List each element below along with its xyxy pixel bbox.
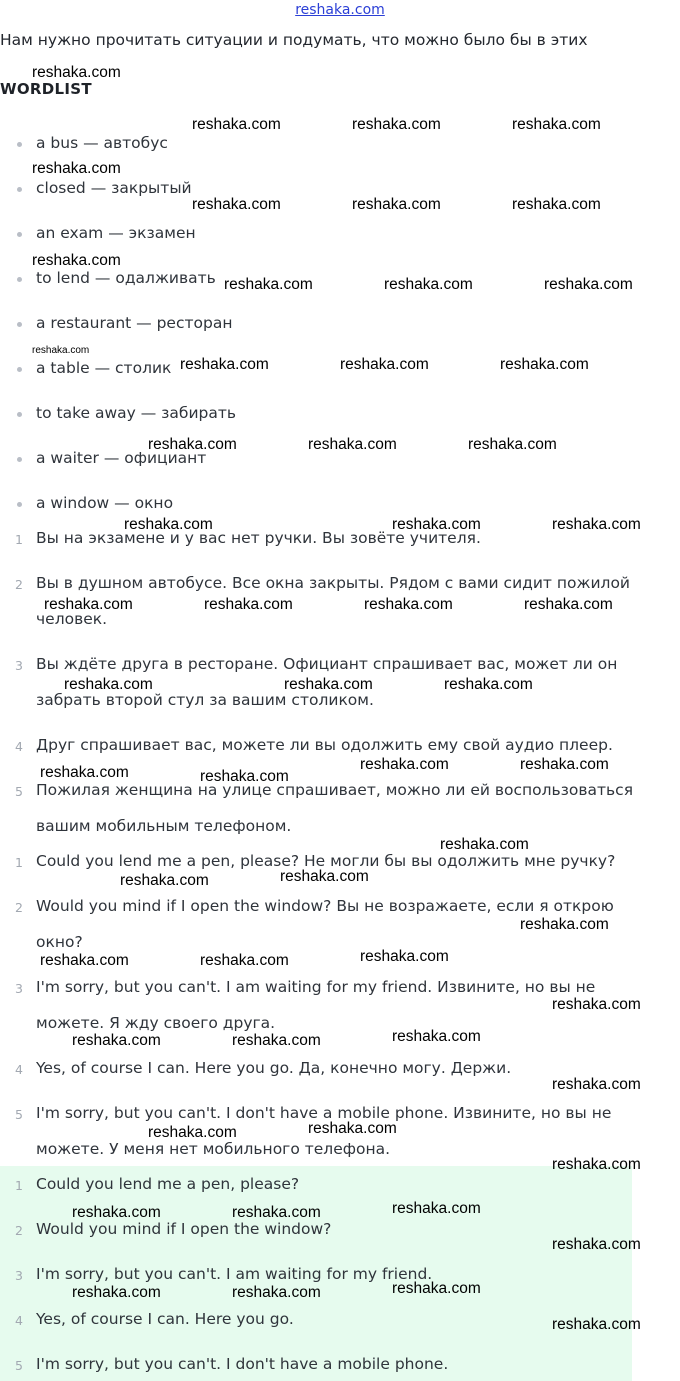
situation-text: Вы на экзамене и у вас нет ручки. Вы зовёте учителя.	[36, 529, 481, 547]
watermark: reshaka.com	[552, 1316, 641, 1333]
wordlist-item: a bus — автобус	[36, 134, 168, 152]
translation-number: 5	[15, 1107, 23, 1122]
answer-number: 3	[15, 1268, 23, 1283]
situation-text: вашим мобильным телефоном.	[36, 817, 292, 835]
answer-text: Would you mind if I open the window?	[36, 1220, 332, 1238]
watermark: reshaka.com	[512, 116, 601, 133]
watermark: reshaka.com	[72, 1204, 161, 1221]
translation-text: Would you mind if I open the window? Вы не возражаете, если я открою	[36, 897, 614, 915]
bullet-icon	[17, 322, 22, 327]
watermark: reshaka.com	[32, 252, 121, 269]
watermark: reshaka.com	[520, 916, 609, 933]
watermark: reshaka.com	[120, 872, 209, 889]
watermark: reshaka.com	[124, 516, 213, 533]
answer-number: 5	[15, 1358, 23, 1373]
watermark: reshaka.com	[524, 596, 613, 613]
watermark: reshaka.com	[544, 276, 633, 293]
watermark: reshaka.com	[232, 1032, 321, 1049]
watermark: reshaka.com	[340, 356, 429, 373]
watermark: reshaka.com	[552, 1076, 641, 1093]
watermark: reshaka.com	[204, 596, 293, 613]
watermark: reshaka.com	[392, 516, 481, 533]
watermark: reshaka.com	[392, 1200, 481, 1217]
translation-text: I'm sorry, but you can't. I don't have a mobile phone. Извините, но вы не	[36, 1104, 612, 1122]
bullet-icon	[17, 232, 22, 237]
watermark: reshaka.com	[552, 1156, 641, 1173]
bullet-icon	[17, 457, 22, 462]
situation-number: 4	[15, 739, 23, 754]
translation-text: Yes, of course I can. Here you go. Да, конечно могу. Держи.	[36, 1059, 512, 1077]
situation-text: Вы в душном автобусе. Все окна закрыты. Рядом с вами сидит пожилой	[36, 574, 631, 592]
watermark: reshaka.com	[552, 996, 641, 1013]
watermark: reshaka.com	[500, 356, 589, 373]
intro-text: Нам нужно прочитать ситуации и подумать, что можно было бы в этих	[0, 31, 588, 49]
watermark: reshaka.com	[552, 1236, 641, 1253]
watermark: reshaka.com	[352, 116, 441, 133]
watermark: reshaka.com	[232, 1284, 321, 1301]
watermark: reshaka.com	[40, 952, 129, 969]
watermark: reshaka.com	[392, 1280, 481, 1297]
answer-text: I'm sorry, but you can't. I am waiting for my friend.	[36, 1265, 433, 1283]
situation-number: 5	[15, 784, 23, 799]
site-link[interactable]: reshaka.com	[295, 2, 385, 18]
watermark: reshaka.com	[32, 64, 121, 81]
watermark: reshaka.com	[64, 676, 153, 693]
translation-number: 1	[15, 855, 23, 870]
wordlist-item: an exam — экзамен	[36, 224, 196, 242]
answer-text: Could you lend me a pen, please?	[36, 1175, 300, 1193]
watermark: reshaka.com	[308, 1120, 397, 1137]
bullet-icon	[17, 412, 22, 417]
translation-text: можете. У меня нет мобильного телефона.	[36, 1140, 391, 1158]
situation-text: Вы ждёте друга в ресторане. Официант спрашивает вас, может ли он	[36, 655, 618, 673]
translation-number: 2	[15, 900, 23, 915]
translation-number: 4	[15, 1062, 23, 1077]
bullet-icon	[17, 187, 22, 192]
watermark: reshaka.com	[440, 836, 529, 853]
watermark: reshaka.com	[72, 1032, 161, 1049]
answer-text: Yes, of course I can. Here you go.	[36, 1310, 294, 1328]
watermark: reshaka.com	[284, 676, 373, 693]
translation-text: можете. Я жду своего друга.	[36, 1014, 276, 1032]
bullet-icon	[17, 367, 22, 372]
translation-text: I'm sorry, but you can't. I am waiting for my friend. Извините, но вы не	[36, 978, 596, 996]
watermark: reshaka.com	[392, 1028, 481, 1045]
situation-text: забрать второй стул за вашим столиком.	[36, 691, 374, 709]
translation-text: Could you lend me a pen, please? Не могли бы вы одолжить мне ручку?	[36, 852, 616, 870]
watermark: reshaka.com	[40, 764, 129, 781]
watermark: reshaka.com	[512, 196, 601, 213]
watermark: reshaka.com	[360, 948, 449, 965]
watermark: reshaka.com	[192, 116, 281, 133]
bullet-icon	[17, 277, 22, 282]
wordlist-heading: WORDLIST	[0, 80, 92, 98]
watermark: reshaka.com	[232, 1204, 321, 1221]
watermark: reshaka.com	[192, 196, 281, 213]
watermark: reshaka.com	[552, 516, 641, 533]
watermark: reshaka.com	[308, 436, 397, 453]
translation-number: 3	[15, 981, 23, 996]
watermark: reshaka.com	[364, 596, 453, 613]
watermark: reshaka.com	[148, 436, 237, 453]
situation-text: Пожилая женщина на улице спрашивает, можно ли ей воспользоваться	[36, 781, 634, 799]
bullet-icon	[17, 502, 22, 507]
watermark: reshaka.com	[180, 356, 269, 373]
watermark: reshaka.com	[444, 676, 533, 693]
watermark: reshaka.com	[200, 952, 289, 969]
situation-number: 2	[15, 577, 23, 592]
watermark: reshaka.com	[360, 756, 449, 773]
watermark: reshaka.com	[44, 596, 133, 613]
watermark: reshaka.com	[384, 276, 473, 293]
wordlist-item: to lend — одалживать	[36, 269, 216, 287]
watermark: reshaka.com	[32, 345, 90, 356]
watermark: reshaka.com	[72, 1284, 161, 1301]
watermark: reshaka.com	[352, 196, 441, 213]
watermark: reshaka.com	[148, 1124, 237, 1141]
watermark: reshaka.com	[200, 768, 289, 785]
answer-number: 2	[15, 1223, 23, 1238]
answer-number: 1	[15, 1178, 23, 1193]
watermark: reshaka.com	[224, 276, 313, 293]
wordlist-item: a restaurant — ресторан	[36, 314, 233, 332]
wordlist-item: a table — столик	[36, 359, 172, 377]
watermark: reshaka.com	[32, 160, 121, 177]
answer-text: I'm sorry, but you can't. I don't have a mobile phone.	[36, 1355, 449, 1373]
wordlist-item: a window — окно	[36, 494, 174, 512]
situation-text: человек.	[36, 610, 108, 628]
answer-number: 4	[15, 1313, 23, 1328]
situation-number: 3	[15, 658, 23, 673]
translation-text: окно?	[36, 933, 83, 951]
watermark: reshaka.com	[280, 868, 369, 885]
watermark: reshaka.com	[468, 436, 557, 453]
situation-text: Друг спрашивает вас, можете ли вы одолжить ему свой аудио плеер.	[36, 736, 613, 754]
wordlist-item: to take away — забирать	[36, 404, 237, 422]
wordlist-item: a waiter — официант	[36, 449, 207, 467]
bullet-icon	[17, 142, 22, 147]
watermark: reshaka.com	[520, 756, 609, 773]
wordlist-item: closed — закрытый	[36, 179, 192, 197]
situation-number: 1	[15, 532, 23, 547]
